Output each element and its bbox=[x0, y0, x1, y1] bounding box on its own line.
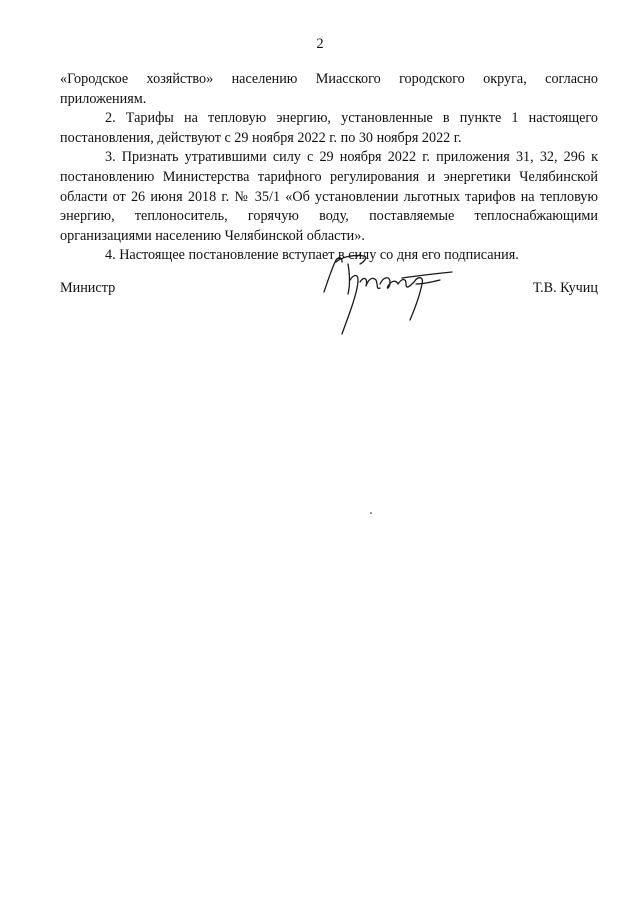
stray-mark bbox=[370, 512, 372, 514]
handwritten-signature bbox=[306, 250, 456, 340]
paragraph-item-2: 2. Тарифы на тепловую энергию, установленные в пункте 1 настоящего постановления, действуют с 29 ноября 2022 г. по 30 ноября 2022 г. bbox=[60, 110, 598, 146]
page-number: 2 bbox=[316, 36, 324, 52]
document-body bbox=[60, 70, 598, 266]
signer-title: Министр bbox=[60, 280, 116, 296]
signature-block bbox=[60, 250, 598, 340]
paragraph-continuation: «Городское хозяйство» населению Миасского городского округа, согласно приложениям. bbox=[60, 71, 598, 107]
paragraph-item-3: 3. Признать утратившими силу с 29 ноября 2022 г. приложения 31, 32, 296 к постановлению Министерства тарифного регулирования и энергетики Челябинской области от 26 июня 2018 г. № 35/1 «Об установлении льготных тарифов на тепловую энергию, теплоноситель, горячую воду, поставляемые теплоснабжающими организациями населению Челябинской области». bbox=[60, 149, 598, 244]
paragraph-item-4: 4. Настоящее постановление вступает в силу со дня его подписания. bbox=[105, 247, 519, 264]
signer-name: Т.В. Кучиц bbox=[532, 280, 598, 296]
